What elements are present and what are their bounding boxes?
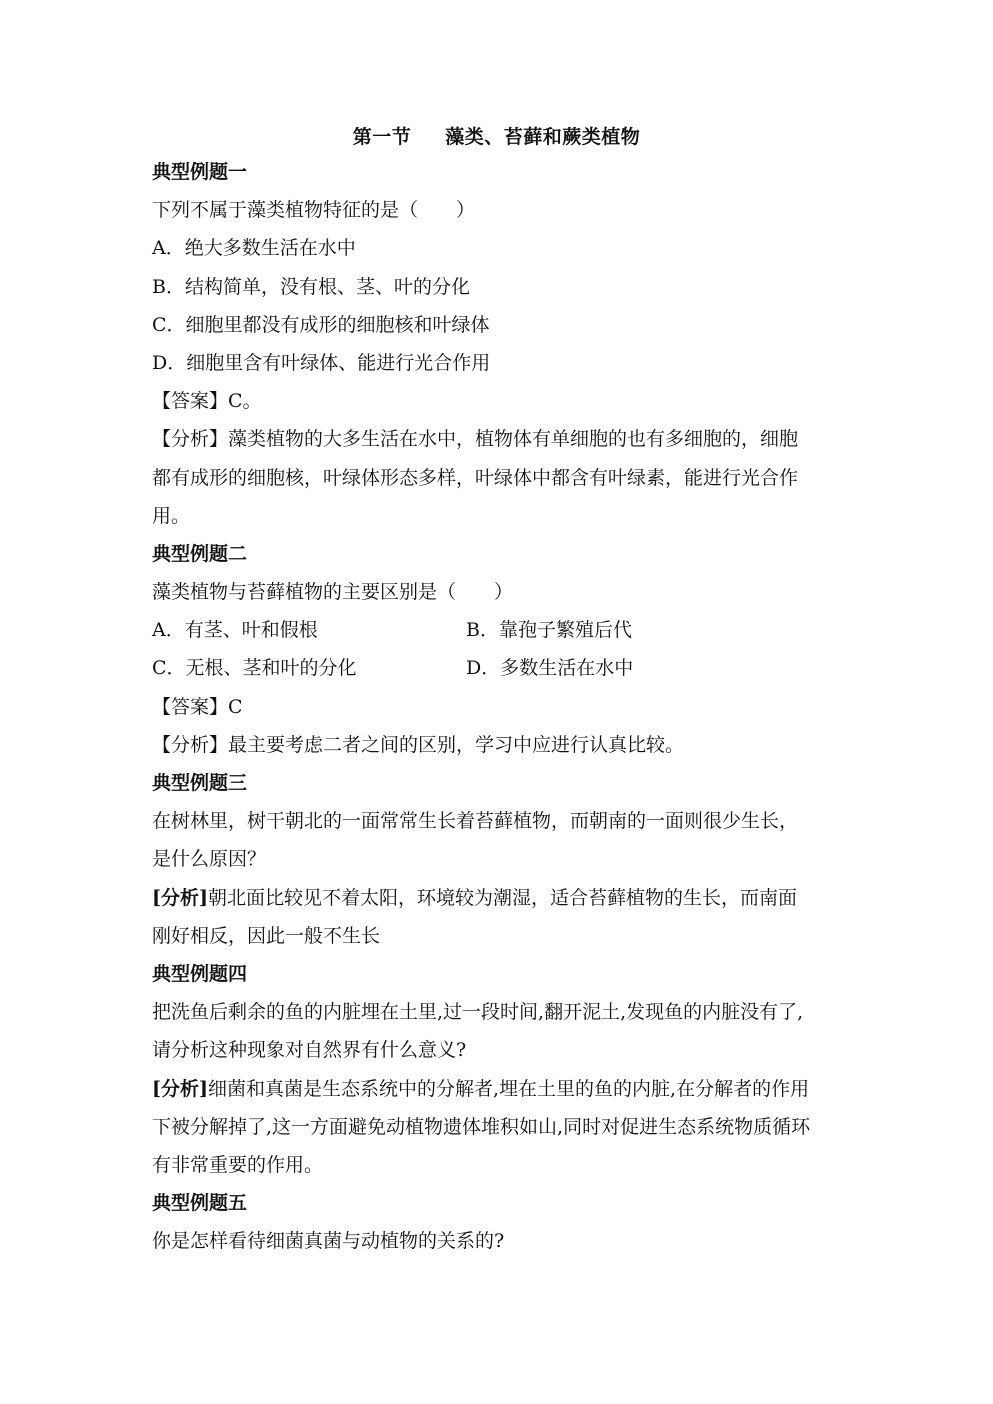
section-title [0,122,993,149]
example-2-heading: 典型例题二 [152,542,248,565]
example-2-options-row-2 [152,656,842,694]
content [152,160,842,1267]
example-5-question: 你是怎样看待细菌真菌与动植物的关系的? [152,1230,505,1253]
example-4-analysis-line-3: 有非常重要的作用。 [152,1153,324,1176]
example-1-option-a: A．绝大多数生活在水中 [152,237,356,260]
analysis-label: 【分析】 [152,733,229,756]
example-2-answer: 【答案】C [152,695,243,718]
example-2-option-a: A．有茎、叶和假根 [152,619,318,642]
example-1-option-b: B．结构简单，没有根、茎、叶的分化 [152,275,470,298]
analysis-text: 最主要考虑二者之间的区别，学习中应进行认真比较。 [228,733,685,756]
analysis-text: 细菌和真菌是生态系统中的分解者,埋在土里的鱼的内脏,在分解者的作用 [207,1077,810,1100]
example-1-heading: 典型例题一 [152,161,248,183]
example-2-option-d: D．多数生活在水中 [466,657,634,680]
example-2-analysis [152,733,842,771]
example-4-analysis-line-2: 下被分解掉了,这一方面避免动植物遗体堆积如山,同时对促进生态系统物质循环 [152,1115,811,1138]
analysis-label: [分析] [152,886,208,909]
section-name: 藻类、苔藓和蕨类植物 [445,126,641,148]
analysis-text: 藻类植物的大多生活在水中，植物体有单细胞的也有多细胞的，细胞 [228,428,799,451]
example-3-question-line-2: 是什么原因？ [152,848,267,871]
example-4-question-line-2: 请分析这种现象对自然界有什么意义? [152,1039,467,1062]
example-3-question-line-1: 在树林里，树干朝北的一面常常生长着苔藓植物，而朝南的一面则很少生长， [152,810,799,833]
example-4-analysis-line-1 [152,1077,842,1115]
analysis-text: 朝北面比较见不着太阳，环境较为潮湿，适合苔藓植物的生长，而南面 [207,886,797,909]
example-5-heading: 典型例题五 [152,1192,248,1215]
example-1-analysis-line-1 [152,427,842,465]
example-1-analysis-line-2: 都有成形的细胞核，叶绿体形态多样，叶绿体中都含有叶绿素，能进行光合作 [152,466,799,489]
example-1-option-d: D．细胞里含有叶绿体、能进行光合作用 [152,351,491,374]
example-1-option-c: C．细胞里都没有成形的细胞核和叶绿体 [152,313,490,336]
analysis-label: 【分析】 [152,428,229,451]
example-3-heading: 典型例题三 [152,772,248,794]
example-2-option-c: C．无根、茎和叶的分化 [152,657,357,680]
example-3-analysis-line-1 [152,886,842,924]
example-1-answer: 【答案】C。 [152,390,262,413]
example-2-question: 藻类植物与苔藓植物的主要区别是（ ） [152,581,514,604]
example-1-question: 下列不属于藻类植物特征的是（ ） [152,199,476,222]
section-number: 第一节 [352,126,412,148]
example-4-question-line-1: 把洗鱼后剩余的鱼的内脏埋在土里,过一段时间,翻开泥土,发现鱼的内脏没有了, [152,1001,804,1024]
example-2-option-b: B．靠孢子繁殖后代 [466,619,632,642]
example-1-analysis-line-3: 用。 [152,504,191,527]
analysis-label: [分析] [152,1077,208,1100]
example-2-options-row-1 [152,618,842,656]
example-4-heading: 典型例题四 [152,962,248,985]
example-3-analysis-line-2: 刚好相反，因此一般不生长 [152,924,381,947]
